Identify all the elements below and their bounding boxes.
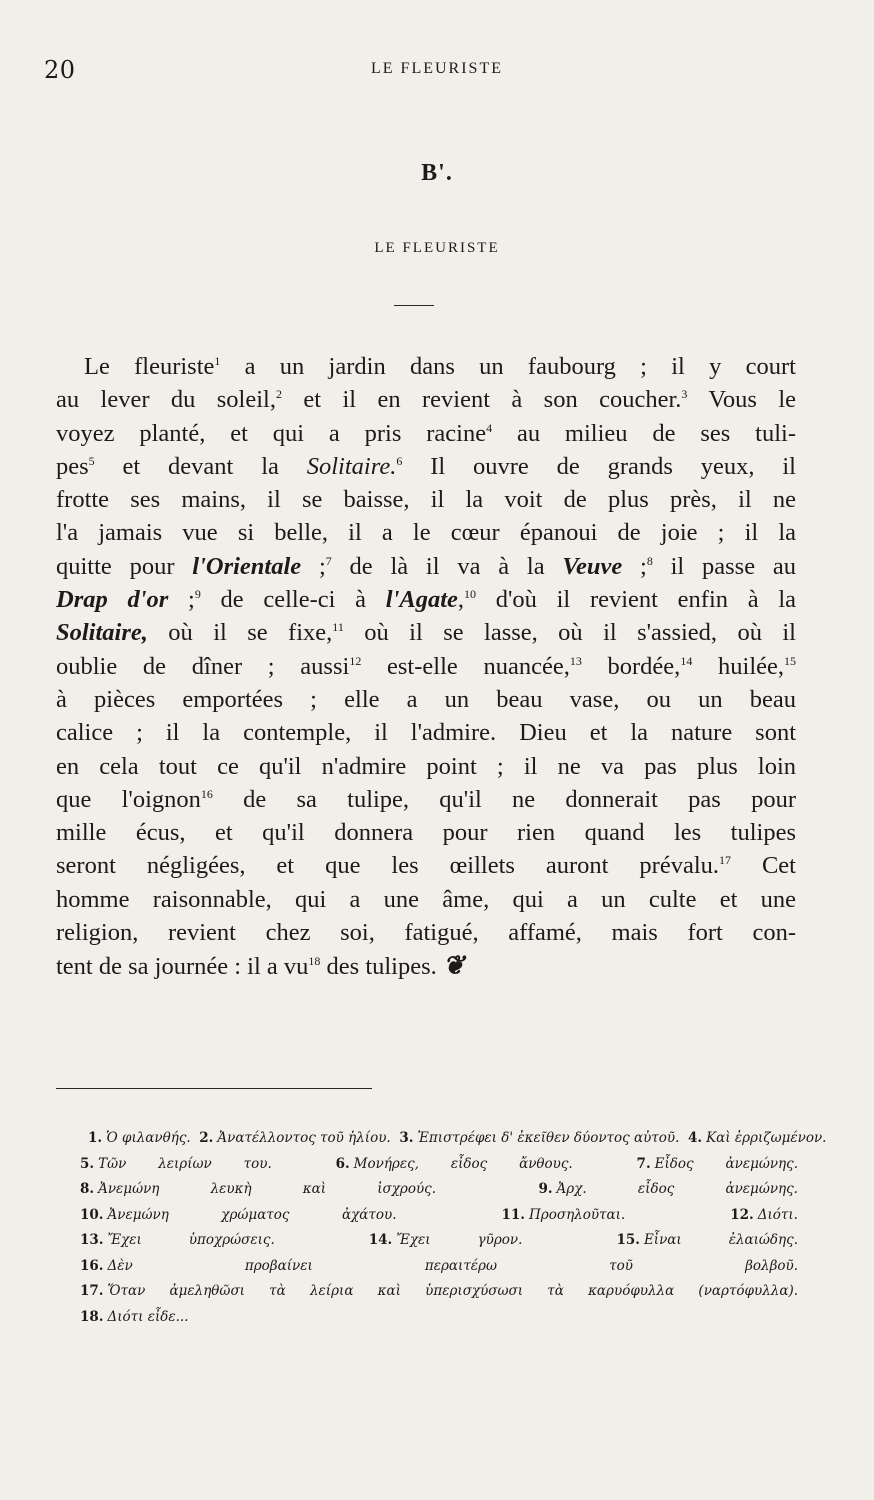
footnote: 4. Καὶ ἐρριζωμένον. [688, 1130, 827, 1146]
footnote: 5. Τῶν λειρίων του. [80, 1155, 272, 1172]
title-divider [394, 305, 434, 306]
body-line: Solitaire, où il se fixe,$^{11}$ où il se lasse, où il s'assied, où il [56, 619, 796, 647]
footnote: 8. Ἀνεμώνη λευκὴ καὶ ἰσχρούς. [80, 1181, 437, 1197]
footnote-ref: 8 [646, 553, 653, 568]
body-line: Drap d'or ;$^9$ de celle-ci à l'Agate,$^{10}$ d'où il revient enfin à la [56, 586, 797, 614]
fleuron-ornament: ❦ [442, 951, 465, 981]
body-line: l'a jamais vue si belle, il a le cœur épanoui de joie ; il la [56, 519, 796, 547]
footnote-line [80, 1254, 798, 1280]
footnote-ref: 9 [194, 587, 201, 602]
body-line: tent de sa journée : il a $vu^{18}$ des tulipes. ❦ [56, 951, 465, 981]
body-line: homme raisonnable, qui a une âme, qui a un culte et une [56, 885, 796, 913]
footnote-ref: 13 [569, 653, 582, 668]
body-line: quitte pour l'Orientale ;$^7$ de là il va à la Veuve ;$^8$ il passe au [56, 552, 796, 580]
footnote-ref: 3 [681, 387, 688, 402]
footnote-ref: 16 [200, 786, 213, 801]
footnote-line [80, 1152, 798, 1178]
footnote: 6. Μονήρες, εἶδος ἄνθους. [335, 1155, 573, 1172]
footnote-line [80, 1228, 798, 1254]
footnote-ref: 2 [275, 387, 282, 402]
footnote-ref: 6 [396, 453, 403, 468]
footnote-line [80, 1279, 798, 1305]
footnote: 7. Εἶδος ἀνεμώνης. [636, 1155, 799, 1172]
flower-name: Solitaire. [306, 452, 397, 480]
footnote-ref: 4 [486, 420, 493, 435]
page-number: 20 [44, 56, 76, 84]
footnote-ref: 5 [88, 453, 95, 468]
flower-name: Veuve [562, 552, 623, 580]
footnote-ref: 10 [464, 587, 477, 602]
body-line: mille écus, et qu'il donnera pour rien quand les tulipes [56, 819, 796, 847]
footnote-ref: 17 [719, 853, 731, 868]
body-line: seront négligées, et que les œillets auront prévalu.$^{17}$ Cet [56, 852, 796, 880]
body-line: frotte ses mains, il se baisse, il la voit de plus près, il ne [56, 486, 796, 514]
flower-name: Drap d'or [56, 586, 169, 614]
footnote-ref: 1 [214, 354, 221, 368]
footnote-line [88, 1126, 827, 1152]
footnote: 11. Προσηλοῦται. [501, 1206, 626, 1223]
footnote: 12. Διότι. [730, 1206, 798, 1223]
footnote: 16. Δὲν προβαίνει περαιτέρω τοῦ βολβοῦ. [80, 1257, 798, 1274]
body-line: que l'oignon$^{16}$ de sa tulipe, qu'il ne donnerait pas pour [56, 785, 796, 813]
footnote-divider [56, 1088, 372, 1089]
section-title: LE FLEURISTE [374, 240, 500, 256]
footnote: 14. Ἔχει γῦρον. [368, 1232, 523, 1248]
body-line: voyez planté, et qui a pris racine$^4$ au milieu de ses tuli- [56, 419, 797, 447]
footnote-line [80, 1203, 798, 1229]
footnote-ref: 7 [325, 553, 332, 568]
body-line: oublie de dîner ; aussi$^{12}$ est-elle nuancée,$^{13}$ bordée,$^{14}$ huilée,$^{15}$ [56, 652, 796, 680]
footnote: 3. Ἐπιστρέφει δ' ἐκεῖθεν δύοντος αὐτοῦ. [399, 1130, 680, 1146]
section-number: B'. [421, 160, 453, 186]
footnote: 13. Ἔχει ὑποχρώσεις. [80, 1232, 275, 1248]
flower-name: Solitaire, [56, 619, 148, 647]
footnote: 2. Ἀνατέλλοντος τοῦ ἡλίου. [199, 1130, 391, 1146]
footnote-ref: 18 [308, 954, 321, 969]
footnote-ref: 12 [349, 653, 362, 668]
footnote: 9. Ἀρχ. εἶδος ἀνεμώνης. [538, 1181, 798, 1197]
footnote-ref: 14 [680, 653, 693, 668]
body-line: à pièces emportées ; elle a un beau vase, ou un beau [56, 685, 796, 713]
footnote-ref: 15 [784, 653, 796, 668]
footnote-line [80, 1177, 798, 1203]
body-line: religion, revient chez soi, fatigué, affamé, mais fort con- [56, 919, 796, 947]
footnote-ref: 11 [332, 620, 344, 635]
body-line: en cela tout ce qu'il n'admire point ; il ne va pas plus loin [56, 752, 796, 780]
flower-name: l'Orientale [192, 552, 302, 580]
footnotes [80, 1126, 827, 1330]
body-line: pes$^5$ et devant la Solitaire.$^6$ Il ouvre de grands yeux, il [56, 452, 796, 480]
body-line: calice ; il la contemple, il l'admire. Dieu et la nature sont [56, 719, 796, 747]
body-line: au lever du soleil,$^2$ et il en revient à son coucher.$^3$ Vous le [56, 386, 797, 414]
running-head: LE FLEURISTE [371, 60, 503, 77]
footnote: 17. Ὅταν ἀμεληθῶσι τὰ λείρια καὶ ὑπερισχύσωσι τὰ καρυόφυλλα (ναρτόφυλλα). [80, 1283, 798, 1299]
body-line: Le fleuriste$^1$ a un jardin dans un faubourg ; il y court [84, 353, 796, 380]
footnote: 10. Ἀνεμώνη χρώματος ἀχάτου. [80, 1206, 397, 1223]
footnote: 1. Ὁ φιλανθής. [88, 1130, 191, 1146]
footnote: 15. Εἶναι ἐλαιώδης. [616, 1232, 798, 1248]
footnote-line [80, 1305, 798, 1331]
flower-name: l'Agate [385, 586, 458, 614]
body-text [56, 350, 796, 984]
footnote: 18. Διότι εἶδε... [80, 1308, 189, 1325]
